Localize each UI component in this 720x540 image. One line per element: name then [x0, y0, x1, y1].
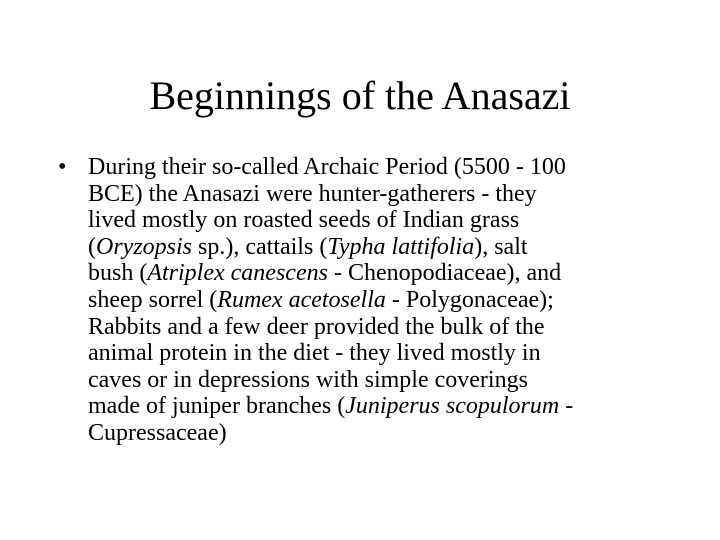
text-run: ), salt [474, 233, 528, 260]
text-run: - Polygonaceae); [385, 286, 554, 313]
text-run: Rabbits and a few deer provided the bulk of the [88, 313, 545, 340]
italic-species-name: Typha lattifolia [327, 233, 475, 260]
bullet-list [58, 154, 658, 447]
text-line [88, 234, 658, 261]
text-run: BCE) the Anasazi were hunter-gatherers - they [88, 180, 537, 207]
text-line [88, 420, 658, 447]
text-line [88, 314, 658, 341]
text-line [88, 287, 658, 314]
text-line [88, 340, 658, 367]
italic-species-name: Oryzopsis [96, 233, 193, 260]
text-run: lived mostly on roasted seeds of Indian grass [88, 207, 520, 234]
text-run: bush ( [88, 260, 148, 287]
bullet-text [88, 154, 658, 447]
text-run: Cupressaceae) [88, 419, 227, 446]
italic-species-name: Atriplex canescens [147, 260, 328, 287]
bullet-icon: • [58, 154, 67, 180]
text-line [88, 393, 658, 420]
text-line [88, 367, 658, 394]
slide-title: Beginnings of the Anasazi [149, 73, 571, 118]
text-run: sp.), cattails ( [192, 233, 328, 260]
text-run: sheep sorrel ( [88, 286, 218, 313]
text-line [88, 181, 658, 208]
text-line [88, 154, 658, 181]
text-run: animal protein in the diet - they lived mostly in [88, 340, 541, 367]
text-run: caves or in depressions with simple coverings [88, 366, 528, 393]
italic-species-name: Rumex acetosella [217, 286, 386, 313]
text-run: made of juniper branches ( [88, 393, 346, 420]
italic-species-name: Juniperus scopulorum [345, 393, 560, 420]
text-run: - [559, 393, 574, 420]
text-run: During their so-called Archaic Period (5500 - 100 [88, 154, 566, 180]
text-run: - Chenopodiaceae), and [327, 260, 562, 287]
text-line [88, 207, 658, 234]
text-line [88, 260, 658, 287]
text-run: ( [88, 233, 96, 260]
bullet-item [58, 154, 658, 447]
